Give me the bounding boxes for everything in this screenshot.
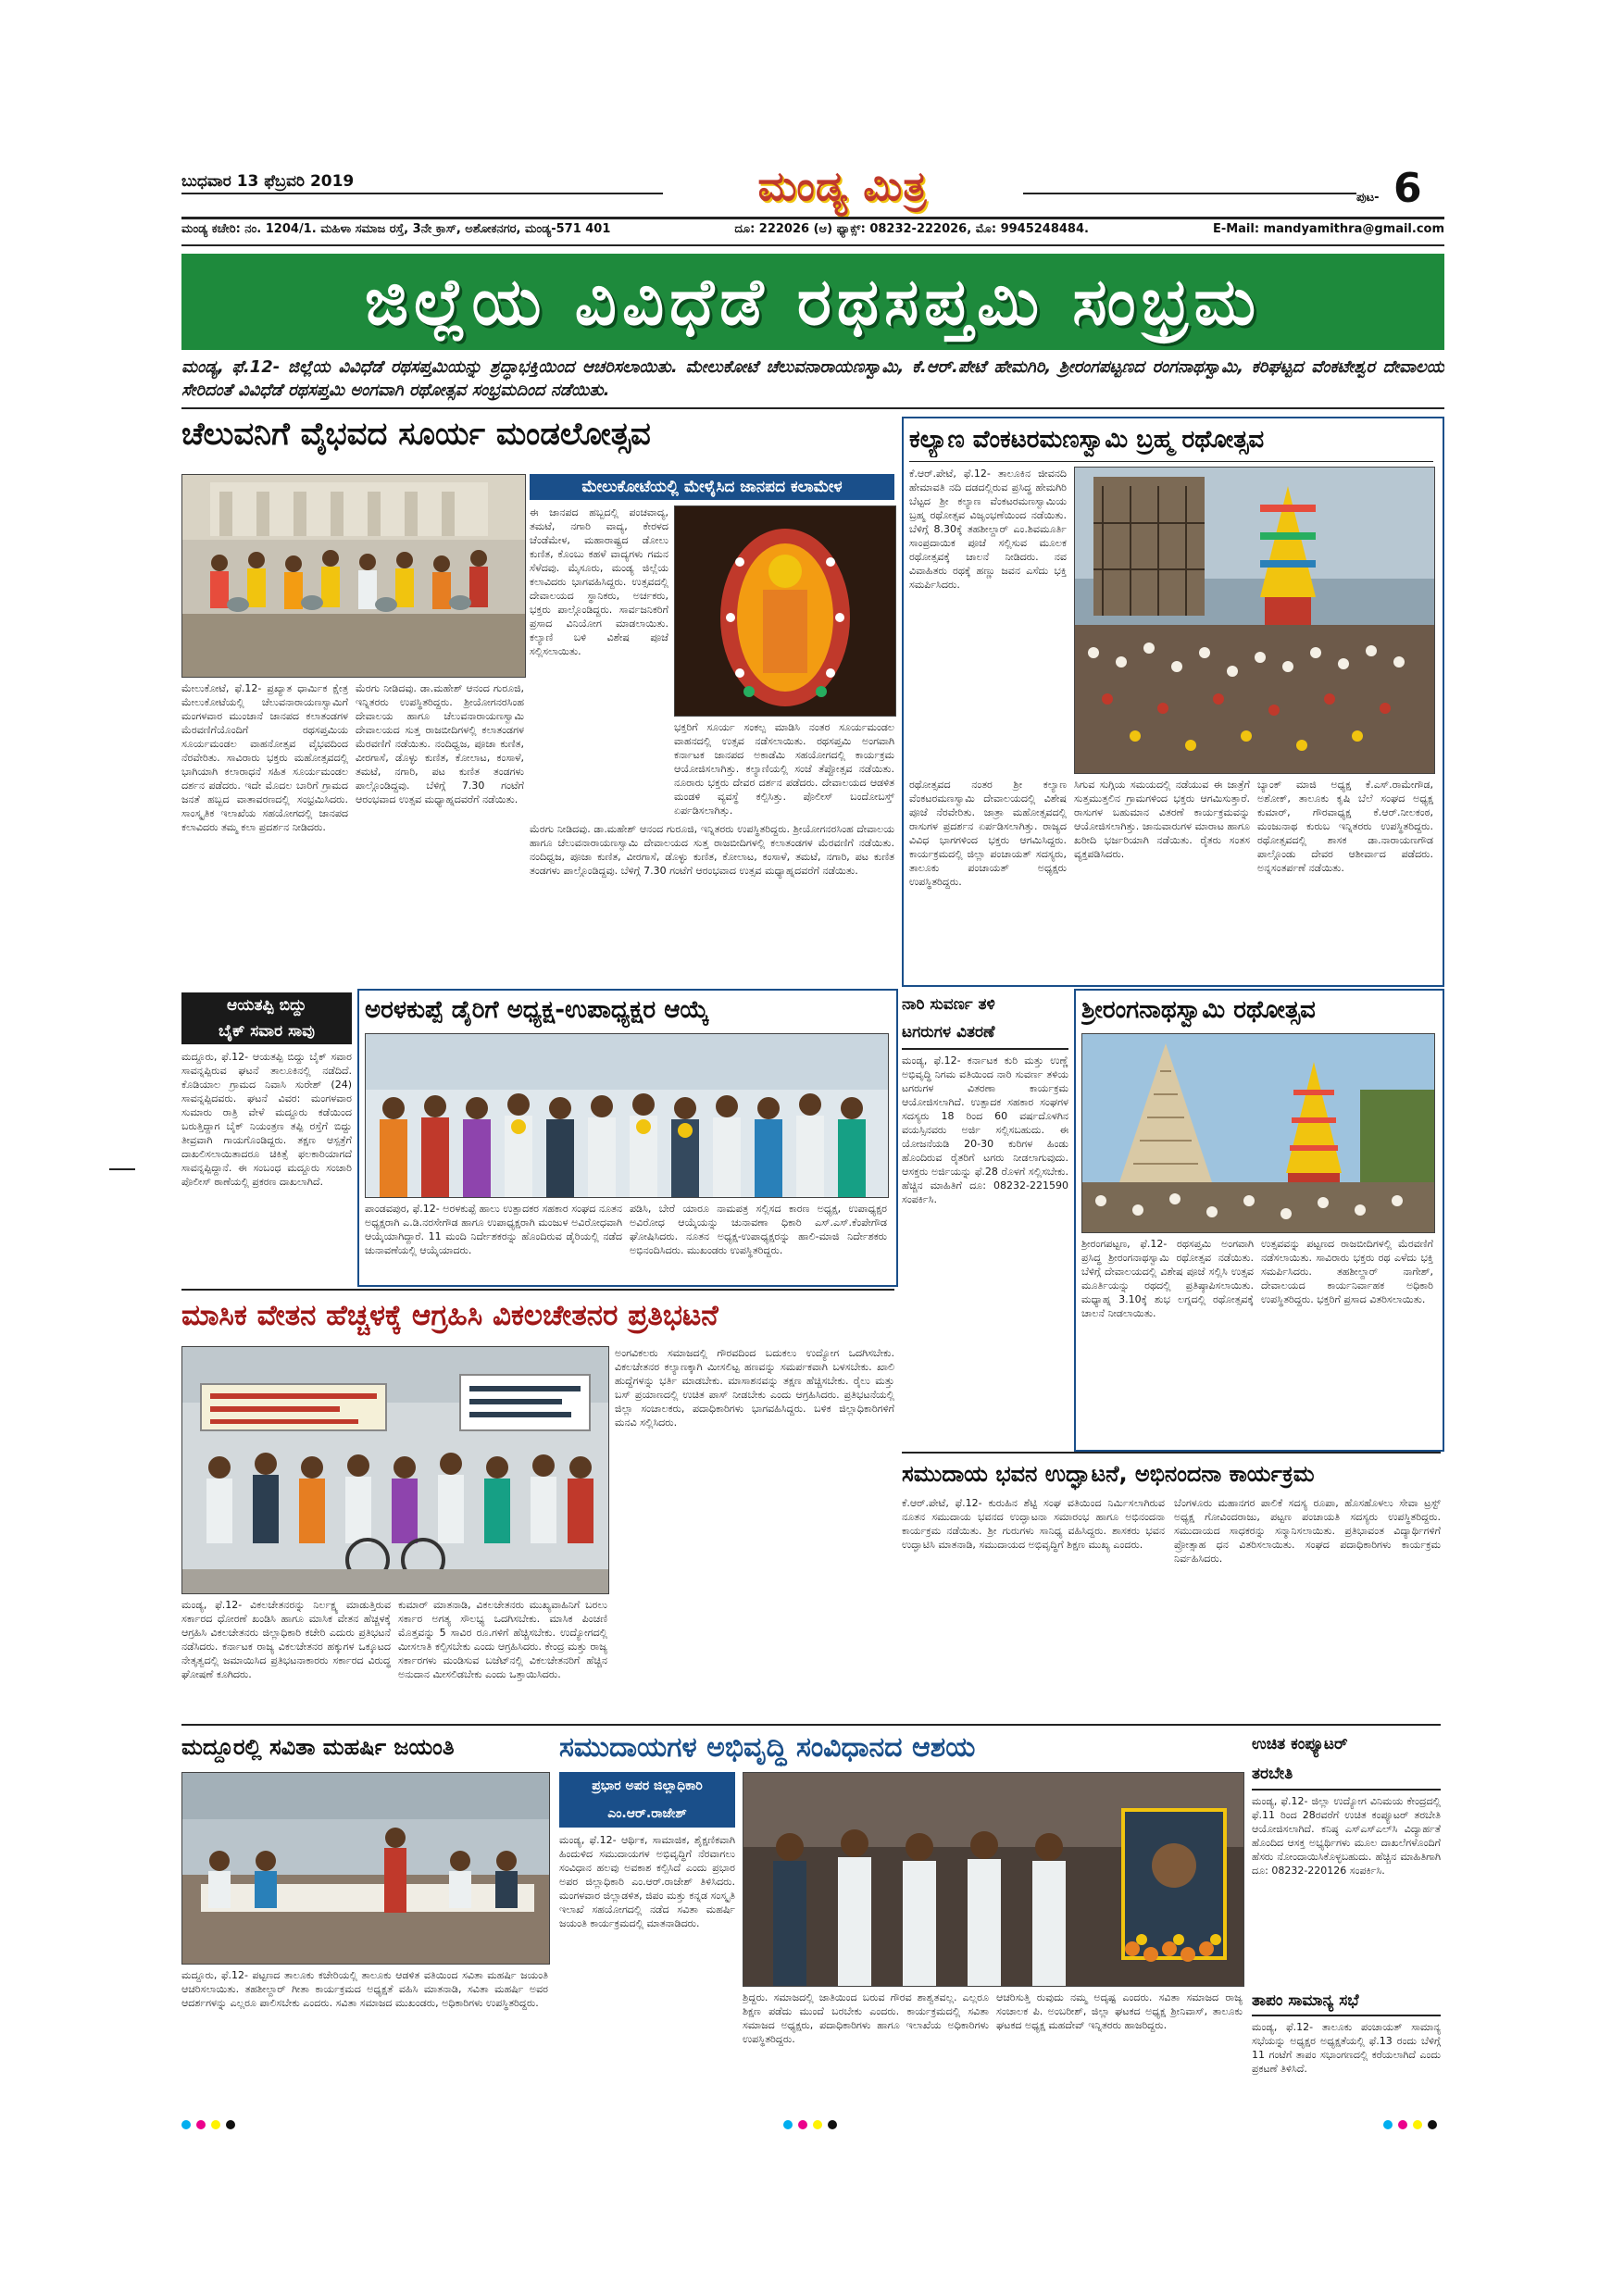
arakal-col1: ಪಾಂಡವಪುರ, ಫೆ.12- ಅರಳಕುಪ್ಪೆ ಹಾಲು ಉತ್ಪಾದಕರ ಸಹಕಾರ ಸಂಘದ ನೂತನ ಅಧ್ಯಕ್ಷರಾಗಿ ಎ.ಡಿ.ನರಸೇಗೌಡ ಹಾಗೂ ಉಪಾಧ್ಯಕ್ಷರಾಗಿ ಮಂಜುಳ ಅವಿರೋಧವಾಗಿ ಆಯ್ಕೆಯಾಗಿದ್ದಾರೆ. 11 ಮಂದಿ ನಿರ್ದೇಶಕರನ್ನು ಹೊಂದಿರುವ ಡೈರಿಯಲ್ಲಿ ನಡೆದ ಚುನಾವಣೆಯಲ್ಲಿ ಆಯ್ಕೆಯಾದರು.	[365, 1203, 622, 1256]
reg-dot-cyan	[783, 2120, 793, 2129]
bike-headline-2: ಬೈಕ್ ಸವಾರ ಸಾವು	[219, 1022, 315, 1041]
kalyana-col1: ಕೆ.ಆರ್.ಪೇಟೆ, ಫೆ.12- ತಾಲೂಕಿನ ಜೀವನದಿ ಹೇಮಾವತಿ ನದಿ ದಡದಲ್ಲಿರುವ ಪ್ರಸಿದ್ಧ ಹೇಮಗಿರಿ ಬೆಟ್ಟದ ಶ್ರೀ ಕಲ್ಯಾಣ ವೆಂಕಟರಮಣಸ್ವಾಮಿಯ ಬ್ರಹ್ಮ ರಥೋತ್ಸವ ವಿಜೃಂಭಣೆಯಿಂದ ನಡೆಯಿತು. ಬೆಳಿಗ್ಗೆ 8.30ಕ್ಕೆ ತಹಶೀಲ್ದಾರ್ ಎಂ.ಶಿವಮೂರ್ತಿ ಸಾಂಪ್ರದಾಯಿಕ ಪೂಜೆ ಸಲ್ಲಿಸುವ ಮೂಲಕ ರಥೋತ್ಸವಕ್ಕೆ ಚಾಲನೆ ನೀಡಿದರು. ನವ ವಿವಾಹಿತರು ರಥಕ್ಕೆ ಹಣ್ಣು ಜವನ ಎಸೆದು ಭಕ್ತಿ ಸಮರ್ಪಿಸಿದರು.	[909, 468, 1067, 591]
callout-title: ಪ್ರಭಾರ ಅಪರ ಜಿಲ್ಲಾಧಿಕಾರಿ	[592, 1778, 703, 1793]
cheluva-headline: ಚೆಲುವನಿಗೆ ವೈಭವದ ಸೂರ್ಯ ಮಂಡಲೋತ್ಸವ	[181, 416, 651, 453]
kalyana-col3: ಸಿಗುವ ಸುಗ್ಗಿಯ ಸಮಯದಲ್ಲಿ ನಡೆಯುವ ಈ ಜಾತ್ರೆಗೆ ಸುತ್ತಮುತ್ತಲಿನ ಗ್ರಾಮಗಳಿಂದ ಭಕ್ತರು ಆಗಮಿಸುತ್ತಾರೆ. ರಾಸುಗಳ ಬಹುಮಾನ ವಿತರಣೆ ಕಾರ್ಯಕ್ರಮವನ್ನು ಆಯೋಜಿಸಲಾಗಿತ್ತು. ಜಾನುವಾರುಗಳ ಮಾರಾಟ ಹಾಗೂ ಖರೀದಿ ಭರ್ಜರಿಯಾಗಿ ನಡೆಯಿತು. ರೈತರು ಸಂತಸ ವ್ಯಕ್ತಪಡಿಸಿದರು.	[1074, 779, 1250, 860]
margin-tick	[109, 1168, 135, 1170]
procession-photo-svg	[182, 475, 525, 677]
date-line: ಬುಧವಾರ 13 ಫೆಬ್ರವರಿ 2019	[181, 172, 355, 191]
reg-dot-magenta	[1398, 2120, 1407, 2129]
cheluva-col1: ಮೇಲುಕೋಟೆ, ಫೆ.12- ಪ್ರಖ್ಯಾತ ಧಾರ್ಮಿಕ ಕ್ಷೇತ್ರ ಮೇಲುಕೋಟೆಯಲ್ಲಿ ಚೆಲುವನಾರಾಯಣಸ್ವಾಮಿಗೆ ಮಂಗಳವಾರ ಮುಂಜಾನೆ ಜಾನಪದ ಕಲಾತಂಡಗಳ ಮೆರವಣಿಗೆಯೊಂದಿಗೆ ರಥಸಪ್ತಮಿಯ ಸೂರ್ಯಮಂಡಲ ವಾಹನೋತ್ಸವ ವೈಭವದಿಂದ ನೆರವೇರಿತು. ಸಾವಿರಾರು ಭಕ್ತರು ಮಹೋತ್ಸವದಲ್ಲಿ ಭಾಗಿಯಾಗಿ ಕಲಾರಾಧನೆ ಸಹಿತ ಸೂರ್ಯಮಂಡಲ ದರ್ಶನ ಪಡೆದರು. ಇದೇ ಮೊದಲ ಬಾರಿಗೆ ಗ್ರಾಮದ ಜನತೆ ಹಬ್ಬದ ವಾತಾವರಣದಲ್ಲಿ ಸಂಭ್ರಮಿಸಿದರು. ಸಾಂಸ್ಕೃತಿಕ ಇಲಾಖೆಯ ಸಹಯೋಗದಲ್ಲಿ ಜಾನಪದ ಕಲಾವಿದರು ತಮ್ಮ ಕಲಾ ಪ್ರದರ್ಶನ ನೀಡಿದರು.	[181, 682, 348, 833]
savitha-headline: ಮದ್ದೂರಲ್ಲಿ ಸವಿತಾ ಮಹರ್ಷಿ ಜಯಂತಿ	[181, 1734, 455, 1760]
registration-marks-center	[783, 2120, 837, 2129]
savitha-event-photo	[181, 1772, 550, 1965]
reg-dot-black	[226, 2120, 235, 2129]
page-number: 6	[1393, 165, 1422, 212]
cheluva-subhead: ಮೇಲುಕೋಟೆಯಲ್ಲಿ ಮೇಳೈಸಿದ ಜಾನಪದ ಕಲಾಮೇಳ	[530, 474, 894, 500]
reg-dot-cyan	[181, 2120, 191, 2129]
reg-dot-magenta	[798, 2120, 807, 2129]
masika-col1: ಮಂಡ್ಯ, ಫೆ.12- ವಿಕಲಚೇತನರನ್ನು ನಿರ್ಲಕ್ಷ್ಯ ಮಾಡುತ್ತಿರುವ ಸರ್ಕಾರದ ಧೋರಣೆ ಖಂಡಿಸಿ ಹಾಗೂ ಮಾಸಿಕ ವೇತನ ಹೆಚ್ಚಳಕ್ಕೆ ಆಗ್ರಹಿಸಿ ವಿಕಲಚೇತನರು ಜಿಲ್ಲಾಧಿಕಾರಿ ಕಚೇರಿ ಎದುರು ಪ್ರತಿಭಟನೆ ನಡೆಸಿದರು. ಕರ್ನಾಟಕ ರಾಜ್ಯ ವಿಕಲಚೇತನರ ಹಕ್ಕುಗಳ ಒಕ್ಕೂಟದ ನೇತೃತ್ವದಲ್ಲಿ ಜಮಾಯಿಸಿದ ಪ್ರತಿಭಟನಾಕಾರರು ಸರ್ಕಾರದ ವಿರುದ್ಧ ಘೋಷಣೆ ಕೂಗಿದರು.	[181, 1599, 391, 1680]
page-label: ಪುಟ-	[1356, 191, 1380, 205]
savitha-body: ಮದ್ದೂರು, ಫೆ.12- ಪಟ್ಟಣದ ತಾಲೂಕು ಕಚೇರಿಯಲ್ಲಿ ತಾಲೂಕು ಆಡಳಿತ ವತಿಯಿಂದ ಸವಿತಾ ಮಹರ್ಷಿ ಜಯಂತಿ ಆಚರಿಸಲಾಯಿತು. ತಹಶೀಲ್ದಾರ್ ಗೀತಾ ಕಾರ್ಯಕ್ರಮದ ಅಧ್ಯಕ್ಷತೆ ವಹಿಸಿ ಮಾತನಾಡಿ, ಸವಿತಾ ಮಹರ್ಷಿ ಅವರ ಆದರ್ಶಗಳನ್ನು ಎಲ್ಲರೂ ಪಾಲಿಸಬೇಕು ಎಂದರು. ಸವಿತಾ ಸಮಾಜದ ಮುಖಂಡರು, ಅಧಿಕಾರಿಗಳು ಉಪಸ್ಥಿತರಿದ್ದರು.	[181, 1969, 548, 2009]
ranganatha-headline: ಶ್ರೀರಂಗನಾಥಸ್ವಾಮಿ ರಥೋತ್ಸವ	[1081, 996, 1316, 1024]
group-photo-svg	[366, 1034, 888, 1197]
arakal-headline: ಅರಳಕುಪ್ಪೆ ಡೈರಿಗೆ ಅಧ್ಯಕ್ಷ-ಉಪಾಧ್ಯಕ್ಷರ ಆಯ್ಕೆ	[365, 996, 709, 1024]
header-rule-right	[1023, 193, 1356, 194]
kalyana-chariot-photo	[1074, 467, 1435, 774]
banner-headline-box	[181, 254, 1444, 350]
reg-dot-magenta	[196, 2120, 206, 2129]
bike-body: ಮದ್ದೂರು, ಫೆ.12- ಆಯತಪ್ಪಿ ಬಿದ್ದು ಬೈಕ್ ಸವಾರ ಸಾವನ್ನಪ್ಪಿರುವ ಘಟನೆ ತಾಲೂಕಿನಲ್ಲಿ ನಡೆದಿದೆ. ಕೊಡಿಯಾಲ ಗ್ರಾಮದ ನಿವಾಸಿ ಸುರೇಶ್ (24) ಸಾವನ್ನಪ್ಪಿದವರು. ಘಟನೆ ವಿವರ: ಮಂಗಳವಾರ ಸುಮಾರು ರಾತ್ರಿ ವೇಳೆ ಮದ್ದೂರು ಕಡೆಯಿಂದ ಬರುತ್ತಿದ್ದಾಗ ಬೈಕ್ ನಿಯಂತ್ರಣ ತಪ್ಪಿ ರಸ್ತೆಗೆ ಬಿದ್ದು ತೀವ್ರವಾಗಿ ಗಾಯಗೊಂಡಿದ್ದರು. ತಕ್ಷಣ ಆಸ್ಪತ್ರೆಗೆ ದಾಖಲಿಸಲಾಯಿತಾದರೂ ಚಿಕಿತ್ಸೆ ಫಲಕಾರಿಯಾಗದೆ ಸಾವನ್ನಪ್ಪಿದ್ದಾನೆ. ಈ ಸಂಬಂಧ ಮದ್ದೂರು ಸಂಚಾರಿ ಪೊಲೀಸ್ ಠಾಣೆಯಲ್ಲಿ ಪ್ರಕರಣ ದಾಖಲಾಗಿದೆ.	[181, 1051, 352, 1188]
tapam-headline: ತಾಪಂ ಸಾಮಾನ್ಯ ಸಭೆ	[1252, 1987, 1441, 2016]
banner-lead: ಮಂಡ್ಯ, ಫೆ.12- ಜಿಲ್ಲೆಯ ವಿವಿಧೆಡೆ ರಥಸಪ್ತಮಿಯನ್ನು ಶ್ರದ್ಧಾಭಕ್ತಿಯಿಂದ ಆಚರಿಸಲಾಯಿತು. ಮೇಲುಕೋಟೆ ಚೆಲುವನಾರಾಯಣಸ್ವಾಮಿ, ಕೆ.ಆರ್.ಪೇಟೆ ಹೇಮಗಿರಿ, ಶ್ರೀರಂಗಪಟ್ಟಣದ ರಂಗನಾಥಸ್ವಾಮಿ, ಕರಿಘಟ್ಟದ ವೆಂಕಟೇಶ್ವರ ದೇವಾಲಯ ಸೇರಿದಂತೆ ವಿವಿಧೆಡೆ ರಥಸಪ್ತಮಿ ಅಂಗವಾಗಿ ರಥೋತ್ಸವ ಸಂಭ್ರಮದಿಂದ ನಡೆಯಿತು.	[181, 357, 1444, 400]
cheluva-col4: ಭಕ್ತರಿಗೆ ಸೂರ್ಯ ಸಂಕಲ್ಪ ಮಾಡಿಸಿ ನಂತರ ಸೂರ್ಯಮಂಡಲ ವಾಹನದಲ್ಲಿ ಉತ್ಸವ ನಡೆಸಲಾಯಿತು. ರಥಸಪ್ತಮಿ ಅಂಗವಾಗಿ ಕರ್ನಾಟಕ ಜಾನಪದ ಅಕಾಡೆಮಿ ಸಹಯೋಗದಲ್ಲಿ ಕಾರ್ಯಕ್ರಮ ಆಯೋಜಿಸಲಾಗಿತ್ತು. ಕಲ್ಯಾಣಿಯಲ್ಲಿ ಸಂಜೆ ತೆಪ್ಪೋತ್ಸವ ನಡೆಯಿತು. ನೂರಾರು ಭಕ್ತರು ದೇವರ ದರ್ಶನ ಪಡೆದರು. ದೇವಾಲಯದ ಆಡಳಿತ ಮಂಡಳಿ ವ್ಯವಸ್ಥೆ ಕಲ್ಪಿಸಿತ್ತು. ಪೊಲೀಸ್ ಬಂದೋಬಸ್ತ್ ಏರ್ಪಡಿಸಲಾಗಿತ್ತು.	[674, 721, 894, 817]
kalyana-col2: ರಥೋತ್ಸವದ ನಂತರ ಶ್ರೀ ಕಲ್ಯಾಣ ವೆಂಕಟರಮಣಸ್ವಾಮಿ ದೇವಾಲಯದಲ್ಲಿ ವಿಶೇಷ ಪೂಜೆ ನೆರವೇರಿತು. ಜಾತ್ರಾ ಮಹೋತ್ಸವದಲ್ಲಿ ರಾಸುಗಳ ಪ್ರದರ್ಶನ ಏರ್ಪಡಿಸಲಾಗಿತ್ತು. ರಾಜ್ಯದ ವಿವಿಧ ಭಾಗಗಳಿಂದ ಭಕ್ತರು ಆಗಮಿಸಿದ್ದರು. ಕಾರ್ಯಕ್ರಮದಲ್ಲಿ ಜಿಲ್ಲಾ ಪಂಚಾಯತ್ ಸದಸ್ಯರು, ತಾಲೂಕು ಪಂಚಾಯತ್ ಅಧ್ಯಕ್ಷರು ಉಪಸ್ಥಿತರಿದ್ದರು.	[909, 779, 1067, 888]
cheluva-col3b	[530, 822, 894, 987]
banner-rule	[181, 407, 1444, 409]
samudayagala-col1: ಮಂಡ್ಯ, ಫೆ.12- ಆರ್ಥಿಕ, ಸಾಮಾಜಿಕ, ಶೈಕ್ಷಣಿಕವಾಗಿ ಹಿಂದುಳಿದ ಸಮುದಾಯಗಳ ಅಭಿವೃದ್ಧಿಗೆ ನೆರವಾಗಲು ಸಂವಿಧಾನ ಹಲವು ಅವಕಾಶ ಕಲ್ಪಿಸಿದೆ ಎಂದು ಪ್ರಭಾರ ಅಪರ ಜಿಲ್ಲಾಧಿಕಾರಿ ಎಂ.ಆರ್.ರಾಜೇಶ್ ತಿಳಿಸಿದರು. ಮಂಗಳವಾರ ಜಿಲ್ಲಾಡಳಿತ, ಜಿಪಂ ಮತ್ತು ಕನ್ನಡ ಸಂಸ್ಕೃತಿ ಇಲಾಖೆ ಸಹಯೋಗದಲ್ಲಿ ನಡೆದ ಸವಿತಾ ಮಹರ್ಷಿ ಜಯಂತಿ ಕಾರ್ಯಕ್ರಮದಲ್ಲಿ ಮಾತನಾಡಿದರು.	[559, 1834, 735, 1929]
ranganatha-col1: ಶ್ರೀರಂಗಪಟ್ಟಣ, ಫೆ.12- ರಥಸಪ್ತಮಿ ಅಂಗವಾಗಿ ಪ್ರಸಿದ್ಧ ಶ್ರೀರಂಗನಾಥಸ್ವಾಮಿ ರಥೋತ್ಸವ ನಡೆಯಿತು. ಬೆಳಿಗ್ಗೆ ದೇವಾಲಯದಲ್ಲಿ ವಿಶೇಷ ಪೂಜೆ ಸಲ್ಲಿಸಿ ಉತ್ಸವ ಮೂರ್ತಿಯನ್ನು ರಥದಲ್ಲಿ ಪ್ರತಿಷ್ಠಾಪಿಸಲಾಯಿತು. ಮಧ್ಯಾಹ್ನ 3.10ಕ್ಕೆ ಶುಭ ಲಗ್ನದಲ್ಲಿ ರಥೋತ್ಸವಕ್ಕೆ ಚಾಲನೆ ನೀಡಲಾಯಿತು.	[1081, 1238, 1254, 1319]
bike-headline-1: ಆಯತಪ್ಪಿ ಬಿದ್ದು	[227, 996, 306, 1015]
address-rule-top	[181, 217, 1444, 219]
address-line: ಮಂಡ್ಯ ಕಚೇರಿ: ನಂ. 1204/1. ಮಹಿಳಾ ಸಮಾಜ ರಸ್ತೆ, 3ನೇ ಕ್ರಾಸ್, ಅಶೋಕನಗರ, ಮಂಡ್ಯ-571 401	[181, 222, 611, 236]
savitha-rule-top	[181, 1724, 1441, 1726]
masthead-logo	[667, 159, 1018, 213]
samudayagala-callout	[559, 1772, 735, 1828]
address-bar	[181, 222, 1444, 243]
cheluva-col2: ಮೆರಗು ನೀಡಿದವು. ಡಾ.ಮಹೇಶ್ ಆನಂದ ಗುರೂಜಿ, ಇನ್ನಿತರರು ಉಪಸ್ಥಿತರಿದ್ದರು. ಶ್ರೀಯೋಗನರಸಿಂಹ ದೇವಾಲಯ ಹಾಗೂ ಚೆಲುವನಾರಾಯಣಸ್ವಾಮಿ ದೇವಾಲಯದ ಸುತ್ತ ರಾಜಬೀದಿಗಳಲ್ಲಿ ಕಲಾತಂಡಗಳ ಮೆರವಣಿಗೆ ನಡೆಯಿತು. ನಂದಿಧ್ವಜ, ಪೂಜಾ ಕುಣಿತ, ವೀರಗಾಸೆ, ಡೊಳ್ಳು ಕುಣಿತ, ಕೋಲಾಟ, ಕಂಸಾಳೆ, ತಮಟೆ, ನಗಾರಿ, ಪಟ ಕುಣಿತ ತಂಡಗಳು ಪಾಲ್ಗೊಂಡಿದ್ದವು. ಬೆಳಿಗ್ಗೆ 7.30 ಗಂಟೆಗೆ ಆರಂಭವಾದ ಉತ್ಸವ ಮಧ್ಯಾಹ್ನದವರೆಗೆ ನಡೆಯಿತು.	[356, 682, 524, 805]
computer-headline-box	[1252, 1729, 1441, 1791]
reg-dot-yellow	[813, 2120, 822, 2129]
masika-col3: ಅಂಗವಿಕಲರು ಸಮಾಜದಲ್ಲಿ ಗೌರವದಿಂದ ಬದುಕಲು ಉದ್ಯೋಗ ಒದಗಿಸಬೇಕು. ವಿಕಲಚೇತನರ ಕಲ್ಯಾಣಕ್ಕಾಗಿ ಮೀಸಲಿಟ್ಟ ಹಣವನ್ನು ಸಮರ್ಪಕವಾಗಿ ಬಳಸಬೇಕು. ಖಾಲಿ ಹುದ್ದೆಗಳನ್ನು ಭರ್ತಿ ಮಾಡಬೇಕು. ಮಾಸಾಶನವನ್ನು ತಕ್ಷಣ ಹೆಚ್ಚಿಸಬೇಕು. ರೈಲು ಮತ್ತು ಬಸ್ ಪ್ರಯಾಣದಲ್ಲಿ ಉಚಿತ ಪಾಸ್ ನೀಡಬೇಕು ಎಂದು ಆಗ್ರಹಿಸಿದರು. ಪ್ರತಿಭಟನೆಯಲ್ಲಿ ಜಿಲ್ಲಾ ಸಂಚಾಲಕರು, ಪದಾಧಿಕಾರಿಗಳು ಭಾಗವಹಿಸಿದ್ದರು. ಬಳಿಕ ಜಿಲ್ಲಾಧಿಕಾರಿಗಳಿಗೆ ಮನವಿ ಸಲ್ಲಿಸಿದರು.	[615, 1347, 894, 1429]
masika-rule-top	[181, 1289, 894, 1291]
arakal-group-photo	[365, 1033, 889, 1198]
registration-marks-left	[181, 2120, 235, 2129]
samudayagala-headline: ಸಮುದಾಯಗಳ ಅಭಿವೃದ್ಧಿ ಸಂವಿಧಾನದ ಆಶಯ	[559, 1731, 976, 1764]
deity-photo-svg	[675, 506, 895, 716]
event-photo-svg	[182, 1773, 549, 1964]
masthead-text: ಮಂಡ್ಯ ಮಿತ್ರ	[757, 162, 928, 210]
banner-headline: ಜಿಲ್ಲೆಯ ವಿವಿಧೆಡೆ ರಥಸಪ್ತಮಿ ಸಂಭ್ರಮ	[364, 263, 1262, 340]
reg-dot-black	[1428, 2120, 1437, 2129]
phone-line: ದೂ: 222026 (ಆ) ಫ್ಯಾಕ್ಸ್: 08232-222026, ಮೊ: 9945248484.	[734, 222, 1089, 236]
masika-col2: ಕುಮಾರ್ ಮಾತನಾಡಿ, ವಿಕಲಚೇತನರು ಮುಖ್ಯವಾಹಿನಿಗೆ ಬರಲು ಸರ್ಕಾರ ಅಗತ್ಯ ಸೌಲಭ್ಯ ಒದಗಿಸಬೇಕು. ಮಾಸಿಕ ಪಿಂಚಣಿ ಮೊತ್ತವನ್ನು 5 ಸಾವಿರ ರೂ.ಗಳಿಗೆ ಹೆಚ್ಚಿಸಬೇಕು. ಉದ್ಯೋಗದಲ್ಲಿ ಮೀಸಲಾತಿ ಕಲ್ಪಿಸಬೇಕು ಎಂದು ಆಗ್ರಹಿಸಿದರು. ಕೇಂದ್ರ ಮತ್ತು ರಾಜ್ಯ ಸರ್ಕಾರಗಳು ಮಂಡಿಸುವ ಬಜೆಟ್‌ನಲ್ಲಿ ವಿಕಲಚೇತನರಿಗೆ ಹೆಚ್ಚಿನ ಅನುದಾನ ಮೀಸಲಿಡಬೇಕು ಎಂದು ಒತ್ತಾಯಿಸಿದರು.	[398, 1599, 607, 1680]
computer-headline-1: ಉಚಿತ ಕಂಪ್ಯೂಟರ್	[1252, 1735, 1348, 1753]
registration-marks-right	[1383, 2120, 1437, 2129]
ranganatha-temple-photo	[1081, 1033, 1435, 1233]
callout-name: ಎಂ.ಆರ್.ರಾಜೇಶ್	[607, 1806, 687, 1821]
tapam-body: ಮಂಡ್ಯ, ಫೆ.12- ತಾಲೂಕು ಪಂಚಾಯತ್ ಸಾಮಾನ್ಯ ಸಭೆಯನ್ನು ಅಧ್ಯಕ್ಷರ ಅಧ್ಯಕ್ಷತೆಯಲ್ಲಿ ಫೆ.13 ರಂದು ಬೆಳಿಗ್ಗೆ 11 ಗಂಟೆಗೆ ತಾಪಂ ಸಭಾಂಗಣದಲ್ಲಿ ಕರೆಯಲಾಗಿದೆ ಎಂದು ಪ್ರಕಟಣೆ ತಿಳಿಸಿದೆ.	[1252, 2021, 1441, 2075]
reg-dot-yellow	[211, 2120, 220, 2129]
cheluva-deity-photo	[674, 505, 896, 717]
nari-body: ಮಂಡ್ಯ, ಫೆ.12- ಕರ್ನಾಟಕ ಕುರಿ ಮತ್ತು ಉಣ್ಣೆ ಅಭಿವೃದ್ಧಿ ನಿಗಮ ವತಿಯಿಂದ ನಾರಿ ಸುವರ್ಣ ತಳಿಯ ಟಗರುಗಳ ವಿತರಣಾ ಕಾರ್ಯಕ್ರಮ ಆಯೋಜಿಸಲಾಗಿದೆ. ಉತ್ಪಾದಕ ಸಹಕಾರ ಸಂಘಗಳ ಸದಸ್ಯರು 18 ರಿಂದ 60 ವರ್ಷದೊಳಗಿನ ವಯಸ್ಸಿನವರು ಅರ್ಜಿ ಸಲ್ಲಿಸಬಹುದು. ಈ ಯೋಜನೆಯಡಿ 20-30 ಕುರಿಗಳ ಹಿಂಡು ಹೊಂದಿರುವ ರೈತರಿಗೆ ಟಗರು ನೀಡಲಾಗುವುದು. ಆಸಕ್ತರು ಅರ್ಜಿಯನ್ನು ಫೆ.28 ರೊಳಗೆ ಸಲ್ಲಿಸಬೇಕು. ಹೆಚ್ಚಿನ ಮಾಹಿತಿಗೆ ದೂ: 08232-221590 ಸಂಪರ್ಕಿಸಿ.	[902, 1054, 1068, 1205]
reg-dot-cyan	[1383, 2120, 1393, 2129]
reg-dot-yellow	[1413, 2120, 1422, 2129]
masika-headline: ಮಾಸಿಕ ವೇತನ ಹೆಚ್ಚಳಕ್ಕೆ ಆಗ್ರಹಿಸಿ ವಿಕಲಚೇತನರ ಪ್ರತಿಭಟನೆ	[181, 1299, 718, 1332]
temple-photo-svg	[1082, 1034, 1434, 1232]
bhavana-col1: ಕೆ.ಆರ್.ಪೇಟೆ, ಫೆ.12- ಕುರುಹಿನ ಶೆಟ್ಟಿ ಸಂಘ ವತಿಯಿಂದ ನಿರ್ಮಿಸಲಾಗಿರುವ ನೂತನ ಸಮುದಾಯ ಭವನದ ಉದ್ಘಾಟನಾ ಸಮಾರಂಭ ಹಾಗೂ ಅಭಿನಂದನಾ ಕಾರ್ಯಕ್ರಮ ನಡೆಯಿತು. ಶ್ರೀ ಗುರುಗಳು ಸಾನಿಧ್ಯ ವಹಿಸಿದ್ದರು. ಶಾಸಕರು ಭವನ ಉದ್ಘಾಟಿಸಿ ಮಾತನಾಡಿ, ಸಮುದಾಯದ ಅಭಿವೃದ್ಧಿಗೆ ಶಿಕ್ಷಣ ಮುಖ್ಯ ಎಂದರು.	[902, 1497, 1165, 1551]
computer-headline-2: ತರಬೇತಿ	[1252, 1765, 1293, 1783]
computer-body: ಮಂಡ್ಯ, ಫೆ.12- ಜಿಲ್ಲಾ ಉದ್ಯೋಗ ವಿನಿಮಯ ಕೇಂದ್ರದಲ್ಲಿ ಫೆ.11 ರಿಂದ 28ರವರೆಗೆ ಉಚಿತ ಕಂಪ್ಯೂಟರ್ ತರಬೇತಿ ಆಯೋಜಿಸಲಾಗಿದೆ. ಕನಿಷ್ಠ ಎಸ್ಎಸ್ಎಲ್‌ಸಿ ವಿದ್ಯಾರ್ಹತೆ ಹೊಂದಿದ ಆಸಕ್ತ ಅಭ್ಯರ್ಥಿಗಳು ಮೂಲ ದಾಖಲೆಗಳೊಂದಿಗೆ ಹೆಸರು ನೋಂದಾಯಿಸಿಕೊಳ್ಳಬಹುದು. ಹೆಚ್ಚಿನ ಮಾಹಿತಿಗಾಗಿ ದೂ: 08232-220126 ಸಂಪರ್ಕಿಸಿ.	[1252, 1795, 1441, 1877]
samudayagala-col2: ಶ್ರಿದ್ದರು. ಸಮಾಜದಲ್ಲಿ ಜಾತಿಯಿಂದ ಬರುವ ಗೌರವ ಶಾಶ್ವತವಲ್ಲ. ಎಲ್ಲರೂ ಶಿಕ್ಷಣ ಪಡೆದು ಮುಂದೆ ಬರಬೇಕು ಎಂದರು. ಕಾರ್ಯಕ್ರಮದಲ್ಲಿ ಸವಿತಾ ಸಮಾಜದ ಅಧ್ಯಕ್ಷರು, ಪದಾಧಿಕಾರಿಗಳು ಹಾಗೂ ಇಲಾಖೆಯ ಅಧಿಕಾರಿಗಳು ಉಪಸ್ಥಿತರಿದ್ದರು.	[743, 1991, 989, 2045]
header-rule-left	[181, 193, 663, 194]
cheluva-col3: ಈ ಜಾನಪದ ಹಬ್ಬದಲ್ಲಿ ಪಂಚವಾದ್ಯ, ತಮಟೆ, ನಗಾರಿ ವಾದ್ಯ, ಕೇರಳದ ಚೆಂಡೆಮೇಳ, ಮಹಾರಾಷ್ಟ್ರದ ಡೋಲು ಕುಣಿತ, ಕೊಂಬು ಕಹಳೆ ವಾದ್ಯಗಳು ಗಮನ ಸೆಳೆದವು. ಮೈಸೂರು, ಮಂಡ್ಯ ಜಿಲ್ಲೆಯ ಕಲಾವಿದರು ಭಾಗವಹಿಸಿದ್ದರು. ಉತ್ಸವದಲ್ಲಿ ದೇವಾಲಯದ ಸ್ಥಾನಿಕರು, ಅರ್ಚಕರು, ಭಕ್ತರು ಪಾಲ್ಗೊಂಡಿದ್ದರು. ಸಾರ್ವಜನಿಕರಿಗೆ ಪ್ರಸಾದ ವಿನಿಯೋಗ ಮಾಡಲಾಯಿತು. ಕಲ್ಯಾಣಿ ಬಳಿ ವಿಶೇಷ ಪೂಜೆ ಸಲ್ಲಿಸಲಾಯಿತು.	[530, 506, 668, 657]
bhavana-rule-top	[902, 1452, 1441, 1454]
kalyana-rule	[909, 461, 1433, 462]
address-rule-bottom	[181, 244, 1444, 246]
cheluva-procession-photo	[181, 474, 526, 678]
ceremony-photo-svg	[743, 1773, 1243, 1986]
email-line: E-Mail: mandyamithra@gmail.com	[1212, 222, 1444, 236]
nari-headline-2: ಟಗರುಗಳ ವಿತರಣೆ	[902, 1023, 995, 1042]
nari-headline-1: ನಾರಿ ಸುವರ್ಣ ತಳಿ	[902, 995, 995, 1014]
cheluva-col3b-text: ಮೆರಗು ನೀಡಿದವು. ಡಾ.ಮಹೇಶ್ ಆನಂದ ಗುರೂಜಿ, ಇನ್ನಿತರರು ಉಪಸ್ಥಿತರಿದ್ದರು. ಶ್ರೀಯೋಗನರಸಿಂಹ ದೇವಾಲಯ ಹಾಗೂ ಚೆಲುವನಾರಾಯಣಸ್ವಾಮಿ ದೇವಾಲಯದ ಸುತ್ತ ರಾಜಬೀದಿಗಳಲ್ಲಿ ಕಲಾತಂಡಗಳ ಮೆರವಣಿಗೆ ನಡೆಯಿತು. ನಂದಿಧ್ವಜ, ಪೂಜಾ ಕುಣಿತ, ವೀರಗಾಸೆ, ಡೊಳ್ಳು ಕುಣಿತ, ಕೋಲಾಟ, ಕಂಸಾಳೆ, ತಮಟೆ, ನಗಾರಿ, ಪಟ ಕುಣಿತ ತಂಡಗಳು ಪಾಲ್ಗೊಂಡಿದ್ದವು. ಬೆಳಿಗ್ಗೆ 7.30 ಗಂಟೆಗೆ ಆರಂಭವಾದ ಉತ್ಸವ ಮಧ್ಯಾಹ್ನದವರೆಗೆ ನಡೆಯಿತು.	[530, 823, 894, 877]
ranganatha-col2: ಉತ್ಸವವನ್ನು ಪಟ್ಟಣದ ರಾಜಬೀದಿಗಳಲ್ಲಿ ಮೆರವಣಿಗೆ ನಡೆಸಲಾಯಿತು. ಸಾವಿರಾರು ಭಕ್ತರು ರಥ ಎಳೆದು ಭಕ್ತಿ ಸಮರ್ಪಿಸಿದರು. ತಹಶೀಲ್ದಾರ್ ನಾಗೇಶ್, ದೇವಾಲಯದ ಕಾರ್ಯನಿರ್ವಾಹಕ ಅಧಿಕಾರಿ ಉಪಸ್ಥಿತರಿದ್ದರು. ಭಕ್ತರಿಗೆ ಪ್ರಸಾದ ವಿತರಿಸಲಾಯಿತು.	[1261, 1238, 1433, 1305]
arakal-col2: ಪಡಿಸಿ, ಬೇರೆ ಯಾರೂ ನಾಮಪತ್ರ ಸಲ್ಲಿಸದ ಕಾರಣ ಅಧ್ಯಕ್ಷ, ಉಪಾಧ್ಯಕ್ಷರ ಅವಿರೋಧ ಆಯ್ಕೆಯನ್ನು ಚುನಾವಣಾ ಧಿಕಾರಿ ಎಸ್.ಎಸ್.ಕೆಂಪೇಗೌಡ ಘೋಷಿಸಿದರು. ನೂತನ ಅಧ್ಯಕ್ಷ-ಉಪಾಧ್ಯಕ್ಷರನ್ನು ಹಾಲಿ-ಮಾಜಿ ನಿರ್ದೇಶಕರು ಅಭಿನಂದಿಸಿದರು. ಮುಖಂಡರು ಉಪಸ್ಥಿತರಿದ್ದರು.	[630, 1203, 887, 1256]
samudayagala-col3: ಆಚರಿಸುತ್ತಿ ರುವುದು ನಮ್ಮ ಅದೃಷ್ಟ ಎಂದರು. ಸವಿತಾ ಸಮಾಜದ ರಾಜ್ಯ ಸಂಚಾಲಕ ಪಿ. ಅಂಬರೀಶ್, ಜಿಲ್ಲಾ ಘಟಕದ ಅಧ್ಯಕ್ಷ ಶ್ರೀನಿವಾಸ್, ತಾಲೂಕು ಘಟಕದ ಅಧ್ಯಕ್ಷ ಮಹದೇವ್ ಇನ್ನಿತರರು ಹಾಜರಿದ್ದರು.	[996, 1991, 1243, 2031]
protest-photo-svg	[182, 1347, 608, 1593]
masika-protest-photo	[181, 1346, 609, 1594]
bhavana-headline: ಸಮುದಾಯ ಭವನ ಉದ್ಘಾಟನೆ, ಅಭಿನಂದನಾ ಕಾರ್ಯಕ್ರಮ	[902, 1461, 1315, 1487]
bhavana-col2: ಬೆಂಗಳೂರು ಮಹಾನಗರ ಪಾಲಿಕೆ ಸದಸ್ಯ ರೂಪಾ, ಹೊಸಹೊಳಲು ಸೇವಾ ಟ್ರಸ್ಟ್ ಅಧ್ಯಕ್ಷ ಗೋವಿಂದರಾಜು, ಪಟ್ಟಣ ಪಂಚಾಯತಿ ಸದಸ್ಯರು ಉಪಸ್ಥಿತರಿದ್ದರು. ಸಮುದಾಯದ ಸಾಧಕರನ್ನು ಸನ್ಮಾನಿಸಲಾಯಿತು. ಪ್ರತಿಭಾವಂತ ವಿದ್ಯಾರ್ಥಿಗಳಿಗೆ ಪ್ರೋತ್ಸಾಹ ಧನ ವಿತರಿಸಲಾಯಿತು. ಸಂಘದ ಪದಾಧಿಕಾರಿಗಳು ಕಾರ್ಯಕ್ರಮ ನಿರ್ವಹಿಸಿದರು.	[1174, 1497, 1441, 1565]
samudayagala-ceremony-photo	[743, 1772, 1244, 1987]
chariot-photo-svg	[1075, 468, 1434, 773]
kalyana-headline: ಕಲ್ಯಾಣ ವೆಂಕಟರಮಣಸ್ವಾಮಿ ಬ್ರಹ್ಮ ರಥೋತ್ಸವ	[909, 426, 1265, 454]
nari-headline-box	[902, 991, 1068, 1050]
reg-dot-black	[828, 2120, 837, 2129]
bike-headline-box	[181, 992, 352, 1044]
kalyana-col4: ಬ್ಯಾಂಕ್ ಮಾಜಿ ಅಧ್ಯಕ್ಷ ಕೆ.ಎಸ್.ರಾಮೇಗೌಡ, ಅಶೋಕ್, ತಾಲೂಕು ಕೃಷಿ ಬೆಲೆ ಸಂಘದ ಅಧ್ಯಕ್ಷ ಕುಮಾರ್, ಗೌರವಾಧ್ಯಕ್ಷ ಕೆ.ಆರ್.ನೀಲಕಂಠ, ಮಂಜುನಾಥ ಕುರುಬ ಇನ್ನಿತರರು ಉಪಸ್ಥಿತರಿದ್ದರು. ರಥೋತ್ಸವದಲ್ಲಿ ಶಾಸಕ ಡಾ.ನಾರಾಯಣಗೌಡ ಪಾಲ್ಗೊಂಡು ದೇವರ ಆಶೀರ್ವಾದ ಪಡೆದರು. ಅನ್ನಸಂತರ್ಪಣೆ ನಡೆಯಿತು.	[1257, 779, 1433, 874]
